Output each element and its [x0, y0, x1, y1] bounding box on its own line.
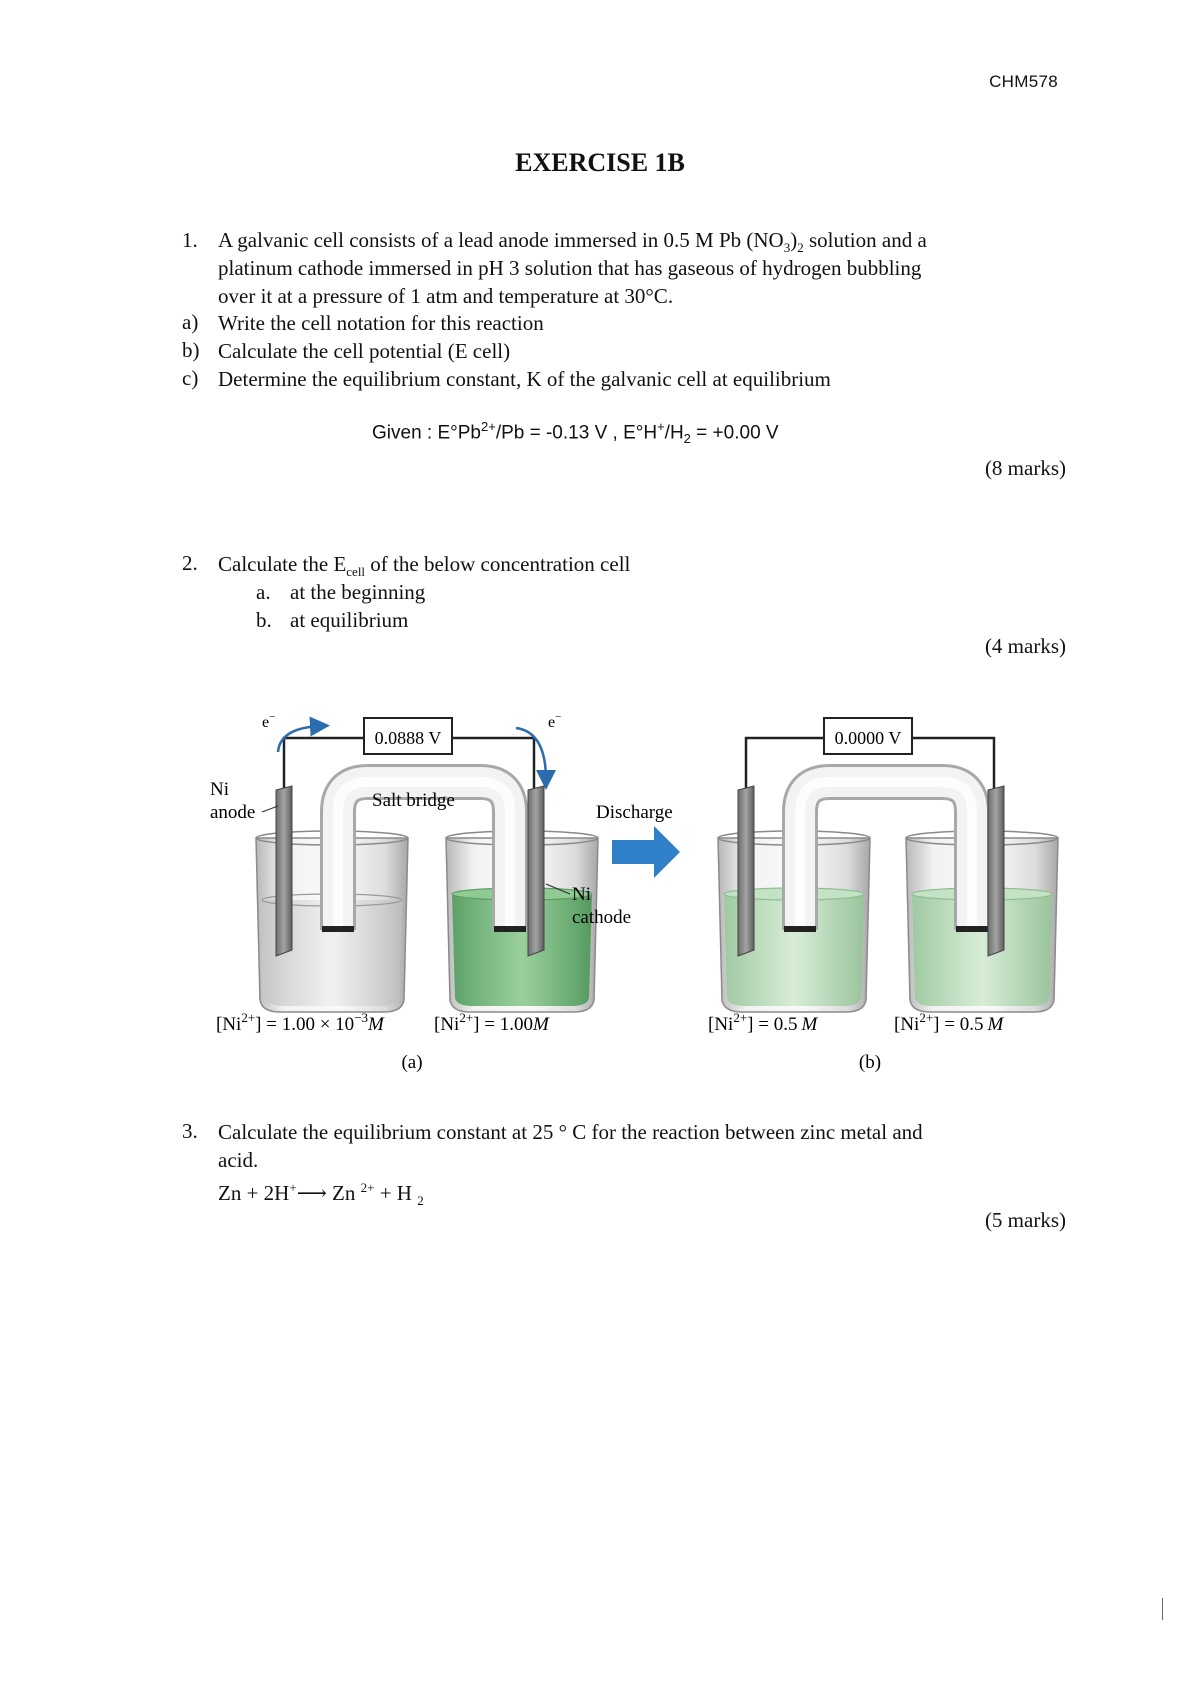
question-number: 3. — [182, 1119, 198, 1143]
ni-anode-electrode — [276, 786, 292, 956]
part-text: at the beginning — [290, 580, 426, 604]
marks-label: (4 marks) — [984, 634, 1066, 658]
marks-label: (5 marks) — [984, 1208, 1066, 1232]
caption-b: (b) — [858, 1052, 882, 1073]
part-text: Determine the equilibrium constant, K of the galvanic cell at equilibrium — [218, 367, 831, 391]
given-values: Given : $E^\circ Pb^{2+}/Pb = -0.13$ V , $E^\circ H^+/H_2 = +0.00$ V — [372, 419, 779, 447]
ni-electrode-right — [988, 786, 1004, 956]
salt-bridge-label: Salt bridge — [372, 790, 455, 811]
concentration-a-left: $[Ni^{2+}] = 1.00 \times 10^{-3}M$ — [216, 1010, 384, 1035]
part-label: a) — [182, 310, 199, 334]
cathode-label-line-1: Ni — [572, 884, 591, 905]
part-label: b) — [182, 338, 200, 362]
question-1-line-3: over it at a pressure of 1 atm and temperature at 30°C. — [218, 284, 674, 308]
part-label: a. — [256, 580, 271, 604]
cell-a — [210, 711, 631, 1073]
concentration-b-right: $[Ni^{2+}] = 0.5$ M — [894, 1010, 1004, 1035]
question-number: 1. — [182, 228, 198, 252]
discharge-arrow — [596, 802, 680, 878]
question-1-line-2: platinum cathode immersed in pH 3 solution that has gaseous of hydrogen bubbling — [218, 256, 922, 280]
text-cursor — [1162, 1598, 1163, 1620]
part-text: Calculate the cell potential (E cell) — [218, 339, 511, 363]
part-text: at equilibrium — [290, 608, 409, 632]
electron-label-left: e− — [262, 711, 276, 731]
arrow-right-icon — [612, 826, 680, 878]
reaction-equation: Zn + 2H+⟶ Zn $^{2+}$ + H $_2$ — [218, 1180, 424, 1209]
question-number: 2. — [182, 551, 198, 575]
question-2-line-1: Calculate the $E_{cell}$ of the below concentration cell — [218, 552, 631, 580]
anode-label-line-1: Ni — [210, 779, 229, 800]
discharge-label: Discharge — [596, 802, 673, 823]
part-label: b. — [256, 608, 272, 632]
course-code: CHM578 — [989, 72, 1058, 91]
cell-b — [708, 718, 1058, 1073]
voltmeter-b-reading: 0.0000 V — [834, 728, 902, 748]
electron-flow-arrow-right — [516, 728, 546, 780]
ni-cathode-electrode — [528, 786, 544, 956]
caption-a: (a) — [401, 1052, 423, 1073]
anode-label-line-2: anode — [210, 802, 256, 823]
electron-label-right: e− — [548, 711, 562, 731]
part-text: Write the cell notation for this reaction — [218, 311, 544, 335]
marks-label: (8 marks) — [984, 456, 1066, 480]
concentration-a-right: $[Ni^{2+}] = 1.00M$ — [434, 1010, 549, 1035]
page-title: EXERCISE 1B — [515, 148, 685, 177]
question-3-line-1: Calculate the equilibrium constant at 25 ° C for the reaction between zinc metal and — [218, 1120, 923, 1144]
voltmeter-a-reading: 0.0888 V — [374, 728, 442, 748]
cathode-label-line-2: cathode — [572, 907, 632, 928]
question-3-line-2: acid. — [218, 1148, 259, 1172]
ni-electrode-left — [738, 786, 754, 956]
question-1-line-1: A galvanic cell consists of a lead anode immersed in 0.5 M Pb $(NO_3)_2$ solution and a — [218, 228, 927, 256]
concentration-b-left: $[Ni^{2+}] = 0.5$ M — [708, 1010, 818, 1035]
part-label: c) — [182, 366, 199, 390]
